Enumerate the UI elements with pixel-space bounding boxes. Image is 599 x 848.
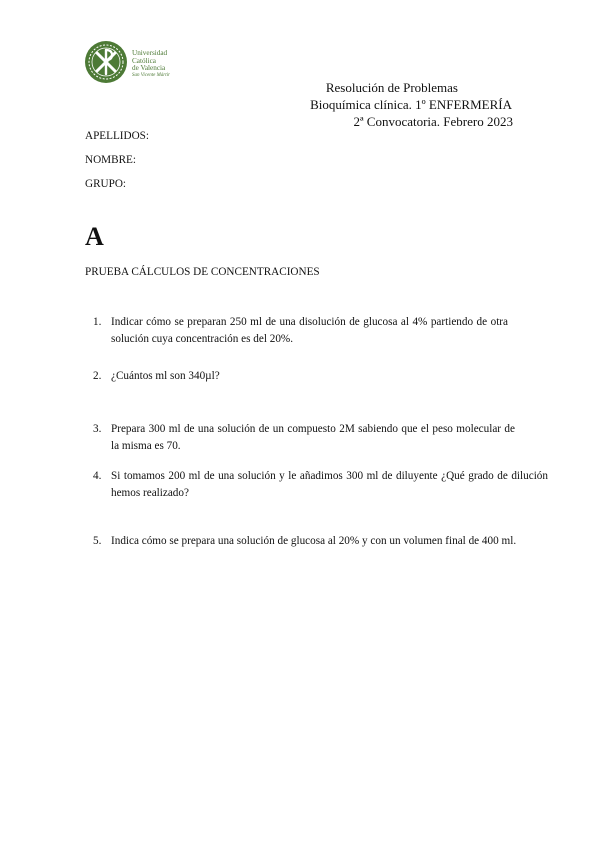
logo-line-1: Universidad	[132, 49, 168, 57]
university-emblem-icon	[84, 40, 128, 84]
logo-line-3: de Valencia	[132, 64, 166, 73]
question-text: Indicar cómo se preparan 250 ml de una disolución de glucosa al 4% partiendo de otra solución cuya concentración es del 20%.	[111, 316, 508, 345]
document-header	[310, 79, 513, 130]
logo-motto: San Vicente Mártir	[132, 72, 170, 78]
question-text: Indica cómo se prepara una solución de glucosa al 20% y con un volumen final de 400 ml.	[111, 535, 517, 547]
header-course-type: Resolución de Problemas	[325, 80, 458, 95]
question-text: Prepara 300 ml de una solución de un compuesto 2M sabiendo que el peso molecular de la misma es 70.	[111, 423, 515, 452]
question-text: Si tomamos 200 ml de una solución y le añadimos 300 ml de diluyente ¿Qué grado de dilución hemos realizado?	[111, 470, 548, 499]
field-nombre: NOMBRE:	[85, 154, 136, 166]
field-apellidos: APELLIDOS:	[85, 130, 150, 142]
header-subject: Bioquímica clínica. 1º ENFERMERÍA	[310, 97, 512, 112]
field-grupo: GRUPO:	[85, 178, 127, 190]
logo-line-2: Católica	[132, 56, 156, 65]
logo-wordmark	[132, 50, 192, 79]
question-number: 4.	[93, 470, 102, 482]
question-number: 2.	[93, 370, 102, 382]
exam-version-letter: A	[85, 222, 104, 251]
question-number: 1.	[93, 316, 102, 328]
question-text: ¿Cuántos ml son 340µl?	[111, 370, 220, 382]
question-number: 3.	[93, 423, 102, 435]
section-title: PRUEBA CÁLCULOS DE CONCENTRACIONES	[85, 266, 320, 278]
university-logo	[84, 40, 184, 86]
question-number: 5.	[93, 535, 102, 547]
header-session: 2ª Convocatoria. Febrero 2023	[353, 114, 513, 129]
